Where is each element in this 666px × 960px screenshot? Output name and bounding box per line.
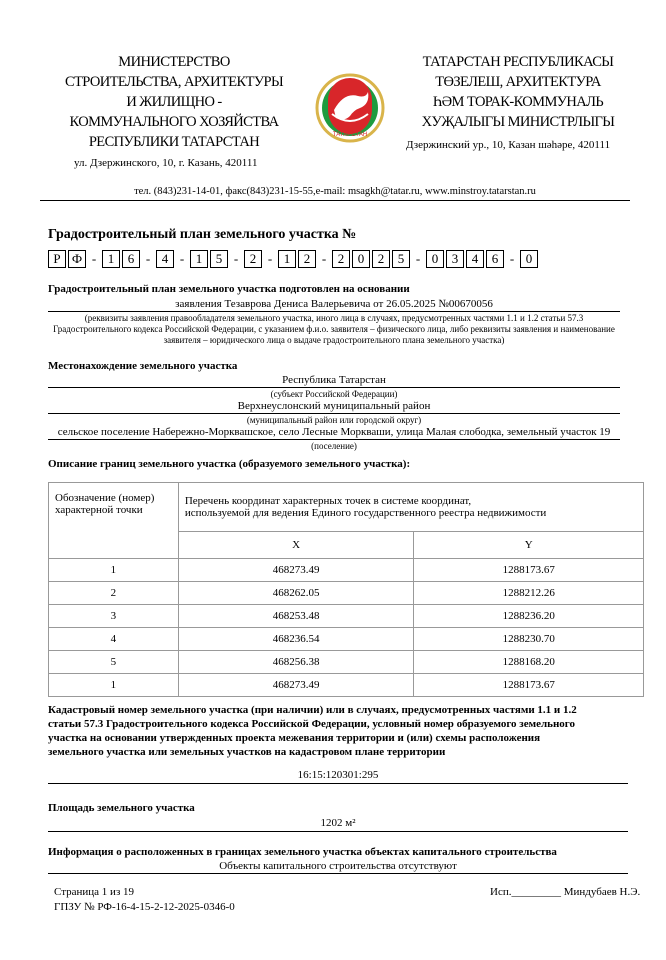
cadastral-number: 16:15:120301:295 <box>297 769 379 781</box>
code-cell: 3 <box>446 250 464 268</box>
cell-y: 1288230.70 <box>414 628 644 651</box>
note-line: Градостроительного кодекса Российской Федерации, с указанием ф.и.о. заявителя – физического лица, либо реквизиты заявления и наименование <box>53 324 615 334</box>
header-line: ТАТАРСТАН РЕСПУБЛИКАСЫ <box>422 54 614 70</box>
header-list <box>178 483 643 532</box>
divider <box>48 831 628 832</box>
executor: Исп._________ Миндубаев Н.Э. <box>490 886 641 898</box>
code-cell: 2 <box>332 250 350 268</box>
cell-x: 468273.49 <box>178 674 414 697</box>
document-number: ГПЗУ № РФ-16-4-15-2-12-2025-0346-0 <box>54 901 235 913</box>
cell-y: 1288168.20 <box>414 651 644 674</box>
page-number: Страница 1 из 19 <box>54 886 135 898</box>
code-cell: 2 <box>372 250 390 268</box>
district-value: Верхнеуслонский муниципальный район <box>237 400 431 412</box>
label-line: земельного участка или земельных участков на кадастровом плане территории <box>48 746 446 758</box>
code-separator: - <box>415 251 421 266</box>
divider <box>48 413 620 414</box>
header-line: КОММУНАЛЬНОГО ХОЗЯЙСТВА <box>69 114 279 130</box>
coordinates-table <box>48 482 644 697</box>
cell-y: 1288173.67 <box>414 559 644 582</box>
settlement-value: сельское поселение Набережно-Морквашское, село Лесные Моркваши, улица Малая слободка, земельный участок 19 <box>57 426 611 438</box>
address-ru: ул. Дзержинского, 10, г. Казань, 420111 <box>74 157 258 169</box>
label-line: Кадастровый номер земельного участка (при наличии) или в случаях, предусмотренных частями 1.1 и 1.2 <box>48 704 577 716</box>
cell-point: 5 <box>49 651 179 674</box>
header-y: Y <box>414 531 644 558</box>
cell-point: 1 <box>49 559 179 582</box>
code-separator: - <box>91 251 97 266</box>
header-divider <box>40 200 630 201</box>
code-cell: 2 <box>298 250 316 268</box>
divider <box>48 387 620 388</box>
header-line: И ЖИЛИЩНО - <box>126 94 222 110</box>
cell-point: 1 <box>49 674 179 697</box>
note-line: заявителя – юридического лица о выдаче градостроительного плана земельного участка) <box>163 335 505 345</box>
header-point <box>49 483 179 559</box>
cell-y: 1288173.67 <box>414 674 644 697</box>
label-line: участка на основании утвержденных проекта межевания территории и (или) схемы расположения <box>48 732 541 744</box>
code-cell: 0 <box>352 250 370 268</box>
divider <box>48 783 628 784</box>
basis-label: Градостроительный план земельного участка подготовлен на основании <box>48 283 410 295</box>
cell-point: 2 <box>49 582 179 605</box>
code-cell: 6 <box>122 250 140 268</box>
divider <box>48 439 620 440</box>
tatarstan-emblem-icon <box>314 70 386 150</box>
contacts-line: тел. (843)231-14-01, факс(843)231-15-55,e-mail: msagkh@tatar.ru, www.minstroy.tatarstan.ru <box>134 186 536 197</box>
header-line: МИНИСТЕРСТВО <box>118 54 230 70</box>
subject-note: (субъект Российской Федерации) <box>270 389 398 399</box>
code-cell: Р <box>48 250 66 268</box>
code-cell: 5 <box>210 250 228 268</box>
emblem <box>314 70 386 150</box>
header-text: Перечень координат характерных точек в системе координат, <box>184 494 472 507</box>
cell-x: 468256.38 <box>178 651 414 674</box>
settlement-note: (поселение) <box>311 441 357 451</box>
basis-value: заявления Тезаврова Дениса Валерьевича от 26.05.2025 №00670056 <box>175 298 493 310</box>
code-cell: 0 <box>520 250 538 268</box>
capital-label: Информация о расположенных в границах земельного участка объектах капитального строительства <box>48 846 557 858</box>
cell-point: 3 <box>49 605 179 628</box>
address-tt: Дзержинский ур., 10, Казан шәһәре, 420111 <box>406 139 611 151</box>
code-separator: - <box>233 251 239 266</box>
label-line: статьи 57.3 Градостроительного кодекса Российской Федерации, условный номер образуемого земельного <box>48 718 576 730</box>
basis-note <box>48 313 620 346</box>
table-row <box>49 605 644 628</box>
code-separator: - <box>267 251 273 266</box>
header-text: характерной точки <box>55 504 143 516</box>
header-line: ХУҖАЛЫГЫ МИНИСТРЛЫГЫ <box>421 114 615 130</box>
code-separator: - <box>321 251 327 266</box>
note-line: (реквизиты заявления правообладателя земельного участка, иного лица в случаях, предусмотренных частями 1.1 и 1.2 статьи 57.3 <box>84 313 584 323</box>
header-line: ҺӘМ ТОРАК-КОММУНАЛЬ <box>432 94 604 110</box>
header-line: ТӨЗЕЛЕШ, АРХИТЕКТУРА <box>435 74 601 90</box>
code-cell: 0 <box>426 250 444 268</box>
cell-x: 468273.49 <box>178 559 414 582</box>
area-value: 1202 м² <box>320 817 356 829</box>
emblem-label: ТАТАРСТАН <box>332 132 368 138</box>
divider <box>48 311 620 312</box>
cell-point: 4 <box>49 628 179 651</box>
boundaries-label: Описание границ земельного участка (образуемого земельного участка): <box>48 458 411 470</box>
cell-x: 468253.48 <box>178 605 414 628</box>
cell-y: 1288212.26 <box>414 582 644 605</box>
code-cell: 1 <box>102 250 120 268</box>
code-cell: Ф <box>68 250 86 268</box>
table-row <box>49 674 644 697</box>
ministry-name-tt <box>398 52 638 132</box>
header-line: СТРОИТЕЛЬСТВА, АРХИТЕКТУРЫ <box>64 74 284 90</box>
code-cell: 6 <box>486 250 504 268</box>
plan-number-cells <box>48 250 540 268</box>
code-cell: 5 <box>392 250 410 268</box>
header-line: РЕСПУБЛИКИ ТАТАРСТАН <box>88 134 260 150</box>
location-label: Местонахождение земельного участка <box>48 360 238 372</box>
table-row <box>49 559 644 582</box>
divider <box>48 873 628 874</box>
header-text: используемой для ведения Единого государственного реестра недвижимости <box>184 506 547 519</box>
code-cell: 4 <box>466 250 484 268</box>
page-title: Градостроительный план земельного участка № <box>48 227 357 242</box>
area-label: Площадь земельного участка <box>48 802 195 814</box>
code-cell: 2 <box>244 250 262 268</box>
header-text: Обозначение (номер) <box>55 492 155 504</box>
capital-value: Объекты капитального строительства отсутствуют <box>219 860 457 872</box>
cell-x: 468236.54 <box>178 628 414 651</box>
code-cell: 4 <box>156 250 174 268</box>
table-row <box>49 582 644 605</box>
code-separator: - <box>145 251 151 266</box>
cadastral-label <box>48 703 638 759</box>
code-cell: 1 <box>278 250 296 268</box>
cell-y: 1288236.20 <box>414 605 644 628</box>
cell-x: 468262.05 <box>178 582 414 605</box>
code-separator: - <box>509 251 515 266</box>
table-row <box>49 651 644 674</box>
code-separator: - <box>179 251 185 266</box>
code-cell: 1 <box>190 250 208 268</box>
header-x: X <box>178 531 414 558</box>
district-note: (муниципальный район или городской округ) <box>246 415 422 425</box>
ministry-name-ru <box>40 52 308 152</box>
subject-value: Республика Татарстан <box>282 374 386 386</box>
table-row <box>49 628 644 651</box>
